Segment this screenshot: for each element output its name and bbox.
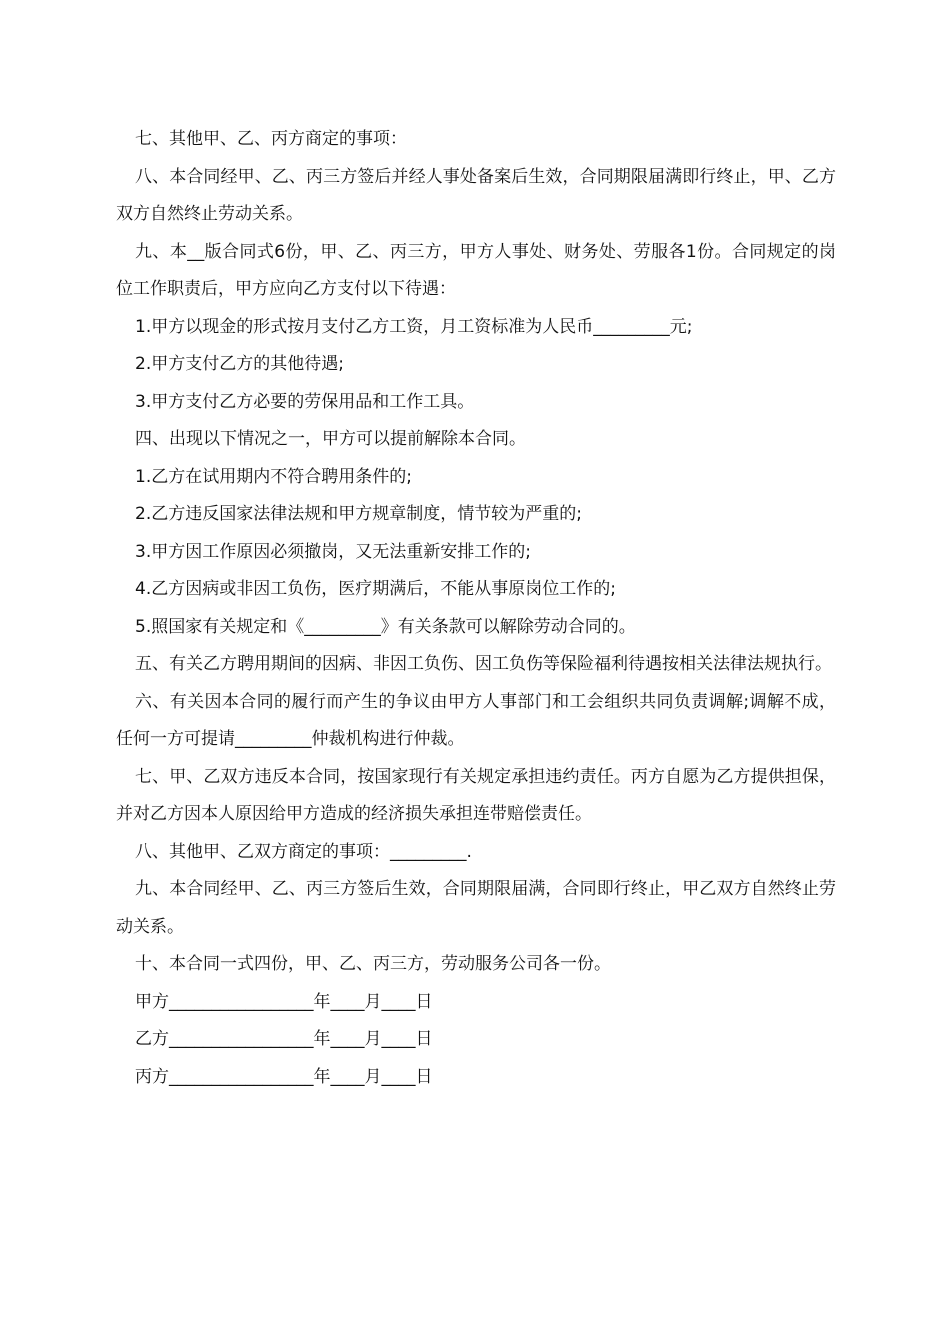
clause-5-insurance: 五、有关乙方聘用期间的因病、非因工负伤、因工负伤等保险福利待遇按相关法律法规执行。 [135, 654, 832, 674]
clause-8-other-matters: 八、其他甲、乙双方商定的事项：_________. [135, 841, 472, 862]
signature-line-party-b: 乙方_________________年____月____日 [135, 1029, 433, 1049]
list-item-other-benefits: 2.甲方支付乙方的其他待遇; [135, 354, 344, 374]
list-item-salary: 1.甲方以现金的形式按月支付乙方工资，月工资标准为人民币_________元; [135, 316, 693, 337]
clause-8-effectiveness: 八、本合同经甲、乙、丙三方签后并经人事处备案后生效，合同期限届满即行终止，甲、乙方双方自然终止劳动关系。 [116, 166, 836, 224]
clause-9-effectiveness: 九、本合同经甲、乙、丙三方签后生效，合同期限届满，合同即行终止，甲乙双方自然终止劳动关系。 [116, 879, 836, 937]
list-item-illness: 4.乙方因病或非因工负伤，医疗期满后，不能从事原岗位工作的; [135, 579, 616, 599]
list-item-probation: 1.乙方在试用期内不符合聘用条件的; [135, 466, 412, 487]
signature-line-party-a: 甲方_________________年____月____日 [135, 991, 433, 1012]
contract-body [116, 121, 836, 1096]
clause-7-other-matters: 七、其他甲、乙、丙方商定的事项： [135, 129, 407, 149]
signature-line-party-c: 丙方_________________年____月____日 [135, 1066, 433, 1087]
list-item-labor-supplies: 3.甲方支付乙方必要的劳保用品和工作工具。 [135, 391, 475, 412]
list-item-position-cancelled: 3.甲方因工作原因必须撤岗，又无法重新安排工作的; [135, 541, 531, 562]
clause-9-copies: 九、本__版合同式6份，甲、乙、丙三方，甲方人事处、财务处、劳服各1份。合同规定的岗位工作职责后，甲方应向乙方支付以下待遇： [116, 241, 836, 299]
clause-4-termination: 四、出现以下情况之一，甲方可以提前解除本合同。 [135, 429, 526, 449]
clause-7-liability: 七、甲、乙双方违反本合同，按国家现行有关规定承担违约责任。丙方自愿为乙方提供担保，并对乙方因本人原因给甲方造成的经济损失承担连带赔偿责任。 [116, 766, 836, 824]
clause-6-disputes: 六、有关因本合同的履行而产生的争议由甲方人事部门和工会组织共同负责调解;调解不成，任何一方可提请_________仲裁机构进行仲裁。 [116, 691, 836, 749]
clause-10-copies: 十、本合同一式四份，甲、乙、丙三方，劳动服务公司各一份。 [135, 954, 611, 974]
list-item-regulations: 5.照国家有关规定和《_________》有关条款可以解除劳动合同的。 [135, 616, 636, 637]
list-item-violation: 2.乙方违反国家法律法规和甲方规章制度，情节较为严重的; [135, 504, 582, 524]
